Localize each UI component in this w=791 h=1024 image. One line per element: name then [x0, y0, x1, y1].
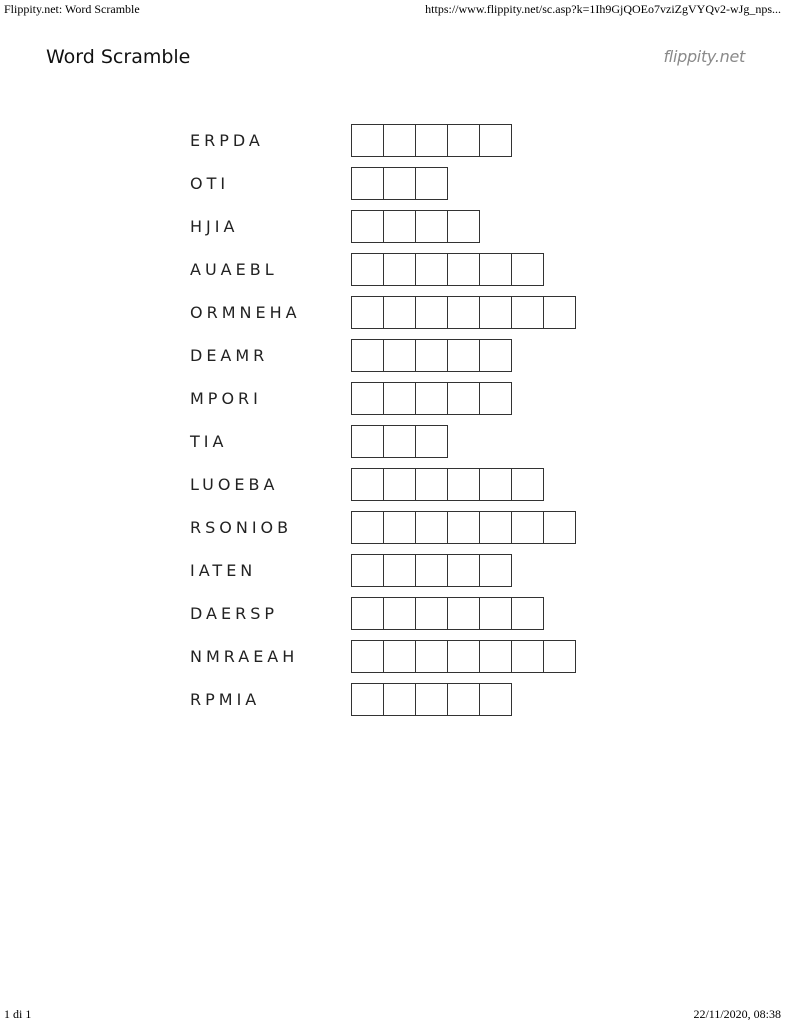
- letter-box[interactable]: [416, 167, 448, 200]
- letter-box[interactable]: [384, 339, 416, 372]
- scrambled-word: NMRAEAH: [190, 647, 299, 666]
- letter-box[interactable]: [352, 683, 384, 716]
- letter-box[interactable]: [544, 296, 576, 329]
- letter-box[interactable]: [480, 339, 512, 372]
- letter-box[interactable]: [352, 124, 384, 157]
- print-footer-datetime: 22/11/2020, 08:38: [693, 1007, 781, 1021]
- scrambled-word: IATEN: [190, 561, 257, 580]
- letter-box[interactable]: [448, 124, 480, 157]
- letter-box[interactable]: [384, 511, 416, 544]
- print-header-title: Flippity.net: Word Scramble: [4, 2, 140, 16]
- letter-box[interactable]: [352, 640, 384, 673]
- letter-box[interactable]: [384, 167, 416, 200]
- letter-box[interactable]: [480, 253, 512, 286]
- letter-box[interactable]: [384, 124, 416, 157]
- answer-boxes: [351, 339, 512, 372]
- scrambled-word: MPORI: [190, 389, 262, 408]
- letter-box[interactable]: [352, 382, 384, 415]
- letter-box[interactable]: [480, 597, 512, 630]
- letter-box[interactable]: [448, 382, 480, 415]
- scrambled-word: ORMNEHA: [190, 303, 301, 322]
- scrambled-word: DEAMR: [190, 346, 269, 365]
- answer-boxes: [351, 554, 512, 587]
- letter-box[interactable]: [448, 296, 480, 329]
- answer-boxes: [351, 468, 544, 501]
- letter-box[interactable]: [384, 382, 416, 415]
- letter-box[interactable]: [512, 253, 544, 286]
- answer-boxes: [351, 124, 512, 157]
- print-footer-page: 1 di 1: [4, 1007, 32, 1021]
- letter-box[interactable]: [480, 511, 512, 544]
- letter-box[interactable]: [384, 554, 416, 587]
- letter-box[interactable]: [384, 468, 416, 501]
- answer-boxes: [351, 683, 512, 716]
- answer-boxes: [351, 210, 480, 243]
- scrambled-word: AUAEBL: [190, 260, 278, 279]
- letter-box[interactable]: [448, 210, 480, 243]
- letter-box[interactable]: [352, 468, 384, 501]
- letter-box[interactable]: [448, 597, 480, 630]
- letter-box[interactable]: [416, 683, 448, 716]
- letter-box[interactable]: [352, 167, 384, 200]
- letter-box[interactable]: [480, 468, 512, 501]
- letter-box[interactable]: [352, 296, 384, 329]
- scrambled-word: OTI: [190, 174, 230, 193]
- answer-boxes: [351, 382, 512, 415]
- letter-box[interactable]: [448, 253, 480, 286]
- letter-box[interactable]: [416, 597, 448, 630]
- letter-box[interactable]: [512, 597, 544, 630]
- letter-box[interactable]: [416, 554, 448, 587]
- letter-box[interactable]: [512, 640, 544, 673]
- scrambled-word: DAERSP: [190, 604, 279, 623]
- letter-box[interactable]: [512, 511, 544, 544]
- scrambled-word: LUOEBA: [190, 475, 279, 494]
- letter-box[interactable]: [384, 640, 416, 673]
- letter-box[interactable]: [448, 468, 480, 501]
- letter-box[interactable]: [352, 210, 384, 243]
- letter-box[interactable]: [480, 683, 512, 716]
- letter-box[interactable]: [416, 425, 448, 458]
- answer-boxes: [351, 296, 576, 329]
- scrambled-word: HJIA: [190, 217, 239, 236]
- answer-boxes: [351, 425, 448, 458]
- letter-box[interactable]: [480, 124, 512, 157]
- letter-box[interactable]: [416, 210, 448, 243]
- answer-boxes: [351, 511, 576, 544]
- letter-box[interactable]: [384, 597, 416, 630]
- scrambled-word: ERPDA: [190, 131, 264, 150]
- letter-box[interactable]: [384, 253, 416, 286]
- letter-box[interactable]: [480, 382, 512, 415]
- letter-box[interactable]: [352, 554, 384, 587]
- answer-boxes: [351, 167, 448, 200]
- letter-box[interactable]: [352, 597, 384, 630]
- letter-box[interactable]: [352, 339, 384, 372]
- letter-box[interactable]: [416, 253, 448, 286]
- letter-box[interactable]: [480, 554, 512, 587]
- letter-box[interactable]: [416, 468, 448, 501]
- print-header-url: https://www.flippity.net/sc.asp?k=1Ih9GjQOEo7vziZgVYQv2-wJg_nps...: [425, 2, 781, 16]
- letter-box[interactable]: [384, 296, 416, 329]
- letter-box[interactable]: [384, 425, 416, 458]
- letter-box[interactable]: [448, 683, 480, 716]
- scrambled-word: TIA: [190, 432, 228, 451]
- flippity-logo: flippity.net: [663, 47, 745, 66]
- letter-box[interactable]: [384, 210, 416, 243]
- letter-box[interactable]: [352, 511, 384, 544]
- page-title: Word Scramble: [46, 46, 191, 68]
- letter-box[interactable]: [416, 296, 448, 329]
- letter-box[interactable]: [512, 296, 544, 329]
- letter-box[interactable]: [544, 511, 576, 544]
- answer-boxes: [351, 640, 576, 673]
- letter-box[interactable]: [544, 640, 576, 673]
- letter-box[interactable]: [480, 296, 512, 329]
- letter-box[interactable]: [512, 468, 544, 501]
- letter-box[interactable]: [416, 382, 448, 415]
- scrambled-word: RPMIA: [190, 690, 261, 709]
- answer-boxes: [351, 597, 544, 630]
- letter-box[interactable]: [416, 640, 448, 673]
- letter-box[interactable]: [448, 554, 480, 587]
- letter-box[interactable]: [384, 683, 416, 716]
- letter-box[interactable]: [416, 124, 448, 157]
- scrambled-word: RSONIOB: [190, 518, 293, 537]
- letter-box[interactable]: [352, 253, 384, 286]
- letter-box[interactable]: [448, 511, 480, 544]
- letter-box[interactable]: [480, 640, 512, 673]
- letter-box[interactable]: [416, 511, 448, 544]
- letter-box[interactable]: [352, 425, 384, 458]
- answer-boxes: [351, 253, 544, 286]
- letter-box[interactable]: [416, 339, 448, 372]
- letter-box[interactable]: [448, 339, 480, 372]
- letter-box[interactable]: [448, 640, 480, 673]
